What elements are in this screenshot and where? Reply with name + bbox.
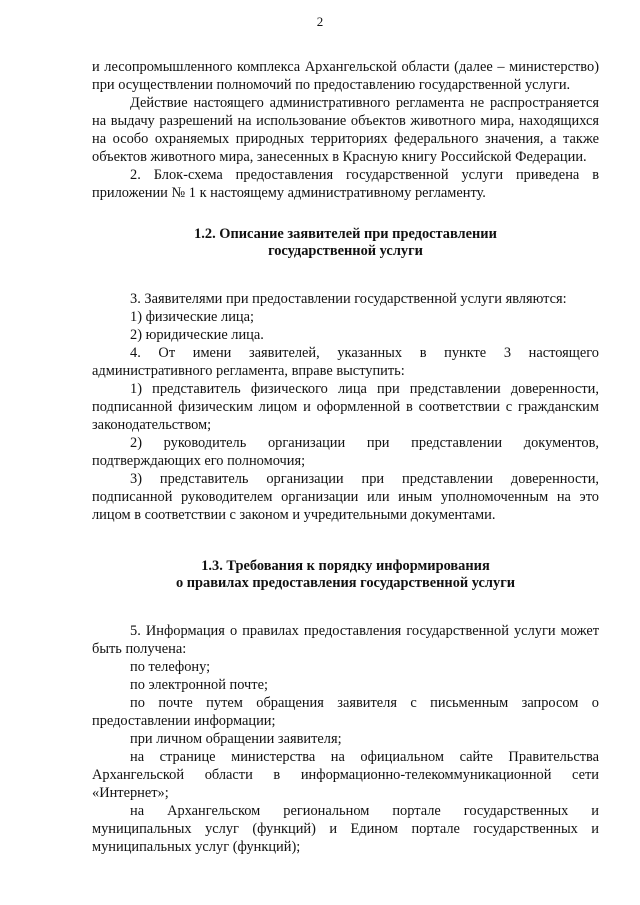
heading-line: о правилах предоставления государственной услуги [175, 575, 516, 591]
list-item: на странице министерства на официальном сайте Правительства Архангельской области в информационно-телекоммуникационной сети «Интернет»; [92, 749, 599, 801]
section-1-2-body [92, 290, 599, 524]
document-body [92, 58, 599, 856]
list-item: 1) представитель физического лица при представлении доверенности, подписанной физическим лицом и оформленной в соответствии с гражданским законодательством; [92, 381, 599, 433]
list-item: на Архангельском региональном портале государственных и муниципальных услуг (функций) и Едином портале государственных и муниципальных услуг (функций); [92, 803, 599, 855]
heading-line: 1.3. Требования к порядку информирования [201, 558, 490, 574]
paragraph: и лесопромышленного комплекса Архангельской области (далее – министерство) при осуществлении полномочий по предоставлению государственной услуги. [92, 59, 599, 93]
list-item: по почте путем обращения заявителя с письменным запросом о предоставлении информации; [92, 695, 599, 729]
page-number: 2 [316, 14, 324, 29]
paragraph: 4. От имени заявителей, указанных в пункте 3 настоящего административного регламента, вправе выступить: [92, 345, 599, 379]
list-item: 2) юридические лица. [130, 327, 264, 343]
heading-line: государственной услуги [268, 243, 423, 259]
heading-line: 1.2. Описание заявителей при предоставлении [194, 226, 497, 242]
list-item: по телефону; [130, 659, 211, 675]
paragraph: 3. Заявителями при предоставлении государственной услуги являются: [130, 291, 567, 307]
paragraph: 2. Блок-схема предоставления государственной услуги приведена в приложении № 1 к настоящему административному регламенту. [92, 167, 599, 201]
section-heading-1-2 [92, 226, 599, 260]
list-item: 1) физические лица; [130, 309, 255, 325]
paragraph: 5. Информация о правилах предоставления государственной услуги может быть получена: [92, 623, 599, 657]
list-item: 2) руководитель организации при представлении документов, подтверждающих его полномочия; [92, 435, 599, 469]
section-heading-1-3 [92, 558, 599, 592]
list-item: по электронной почте; [130, 677, 268, 693]
list-item: 3) представитель организации при представлении доверенности, подписанной руководителем организации или иным уполномоченным на это лицом в соответствии с законом и учредительными документами. [92, 471, 599, 523]
section-1-3-body [92, 622, 599, 856]
list-item: при личном обращении заявителя; [130, 731, 342, 747]
paragraph: Действие настоящего административного регламента не распространяется на выдачу разрешений на использование объектов животного мира, находящихся на особо охраняемых природных территориях федерального значения, а также объектов животного мира, занесенных в Красную книгу Российской Федерации. [92, 95, 599, 165]
